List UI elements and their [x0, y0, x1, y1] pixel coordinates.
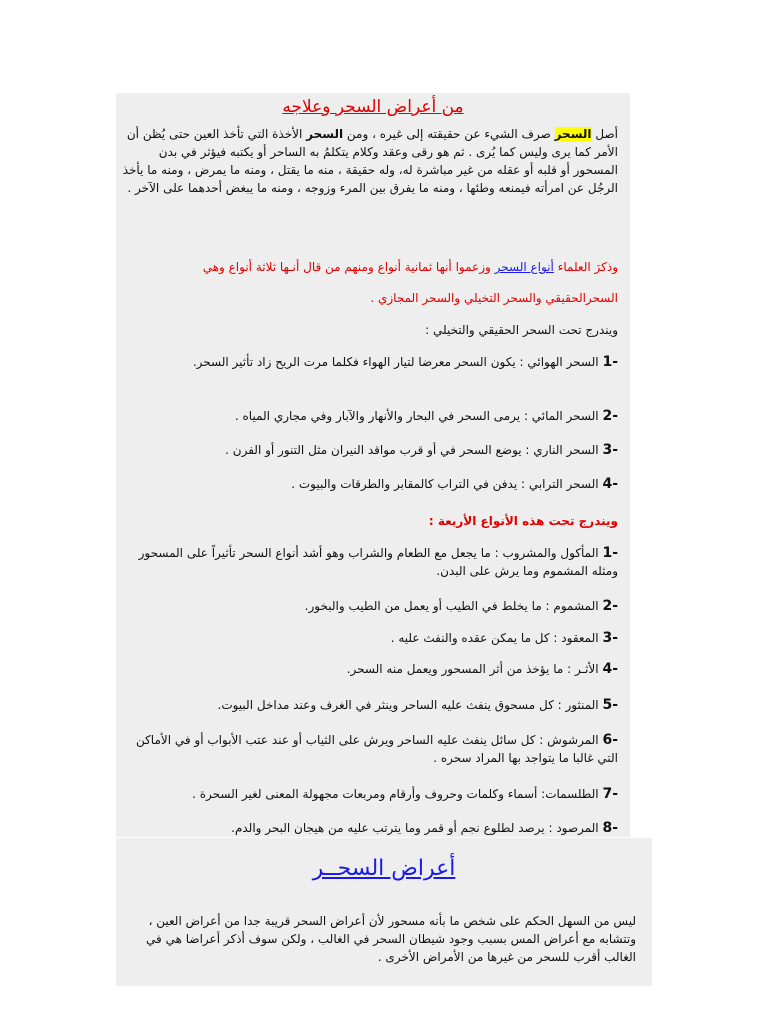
item-number: -4 [602, 661, 618, 677]
types-intro-post: وزعموا أنها ثمانية أنواع ومنهم من قال أنـها ثلاثة أنواع وهي [202, 260, 491, 274]
intro-text: صرف الشيء عن حقيقته إلى غيره ، ومن [346, 127, 551, 141]
list-item [120, 407, 618, 425]
item-number: -4 [602, 476, 618, 492]
list-item [120, 660, 618, 678]
section-two [116, 838, 652, 986]
item-number: -3 [602, 442, 618, 458]
list-item [120, 731, 618, 767]
list-item [120, 353, 618, 371]
item-text: المشموم : ما يخلط في الطيب أو يعمل من الطيب والبخور. [304, 599, 603, 613]
intro-text-cont: الأخذة التي تأخذ العين حتى يُظن أن الأمر كما يرى وليس كما يُرى . ثم هو رقى وعقد وكلام يتكلمُ به الساحر أو يكتبه فيؤثر في بدن المسحور أو قلبه أو عقله من غير مباشرة له، وله حقيقة ، منه ما يقتل ، ومنه ما يمرض ، ومنه ما يأخذ الرجُل عن امرأته فيمنعه وطئها ، ومنه ما يفرق بين المرء وزوجه ، ومنه ما يبغض أحدهما على الآخر . [122, 127, 618, 195]
section-two-title: أعراض السحــر [312, 856, 456, 881]
list-item [120, 597, 618, 615]
item-text: الأثـر : ما يؤخذ من أثر المسحور ويعمل منه السحر. [346, 662, 603, 676]
highlight-word: السحر [554, 127, 592, 141]
item-text: المأكول والمشروب : ما يجعل مع الطعام والشراب وهو أشد أنواع السحر تأثيراً على المسحور ومثله المشموم وما يرش على البدن. [138, 546, 618, 578]
intro-paragraph [120, 125, 618, 197]
item-number: -2 [602, 598, 618, 614]
item-number: -1 [602, 354, 618, 370]
types-intro-pre: وذكرَ العلماء [557, 260, 618, 274]
types-intro [120, 258, 618, 276]
item-number: -2 [602, 408, 618, 424]
bold-word: السحر [306, 127, 344, 141]
section-two-paragraph: ليس من السهل الحكم على شخص ما بأنه مسحور لأن أعراض السحر قريبة جدا من أعراض العين ، وتتشابه مع أعراض المس بسبب وجود شيطان السحر في الغالب ، ولكن سوف أذكر أعراضا هي في الغالب أقرب للسحر من غيرها من الأمراض الأخرى . [146, 914, 636, 964]
list-item [120, 696, 618, 714]
list-item [120, 441, 618, 459]
item-number: -6 [602, 732, 618, 748]
item-text: المعقود : كل ما يمكن عقده والنفث عليه . [390, 631, 603, 645]
list-item [120, 544, 618, 580]
four-types-heading: ويندرج تحت هذه الأنواع الأربعة : [428, 514, 618, 528]
item-text: السحر الهوائي : يكون السحر معرضا لتيار الهواء فكلما مرت الريح زاد تأثير السحر. [192, 355, 603, 369]
three-types: السحرالحقيقي والسحر التخيلي والسحر المجازي . [370, 291, 618, 305]
types-link[interactable]: أنواع السحر [494, 260, 554, 274]
item-text: المنثور : كل مسحوق ينفث عليه الساحر وينثر في الغرف وعند مداخل البيوت. [217, 698, 603, 712]
document-page [116, 93, 630, 837]
item-text: المرصود : يرصد لطلوع نجم أو قمر وما يترتب عليه من هيجان البحر والدم. [231, 821, 603, 835]
item-text: السحر الناري : يوضع السحر في أو قرب مواقد النيران مثل التنور أو الفرن . [225, 443, 603, 457]
item-number: -1 [602, 545, 618, 561]
item-number: -5 [602, 697, 618, 713]
sub-heading: ويندرج تحت السحر الحقيقي والتخيلي : [425, 323, 618, 337]
item-number: -8 [602, 820, 618, 836]
list-item [120, 475, 618, 493]
item-text: السحر المائي : يرمى السحر في البحار والأنهار والآبار وفي مجاري المياه . [234, 409, 603, 423]
item-text: السحر الترابي : يدفن في التراب كالمقابر والطرقات والبيوت . [291, 477, 603, 491]
item-text: المرشوش : كل سائل ينفث عليه الساحر ويرش على الثياب أو عند عتب الأبواب أو في الأماكن التي غالبا ما يتواجد بها المراد سحره . [135, 733, 618, 765]
list-item [120, 819, 618, 837]
page-title: من أعراض السحر وعلاجه [282, 97, 464, 117]
item-number: -7 [602, 786, 618, 802]
item-number: -3 [602, 630, 618, 646]
item-text: الطلسمات: أسماء وكلمات وحروف وأرقام ومربعات مجهولة المعنى لغير السحرة . [192, 787, 603, 801]
intro-lead: أصل [595, 127, 618, 141]
list-item [120, 629, 618, 647]
list-item [120, 785, 618, 803]
